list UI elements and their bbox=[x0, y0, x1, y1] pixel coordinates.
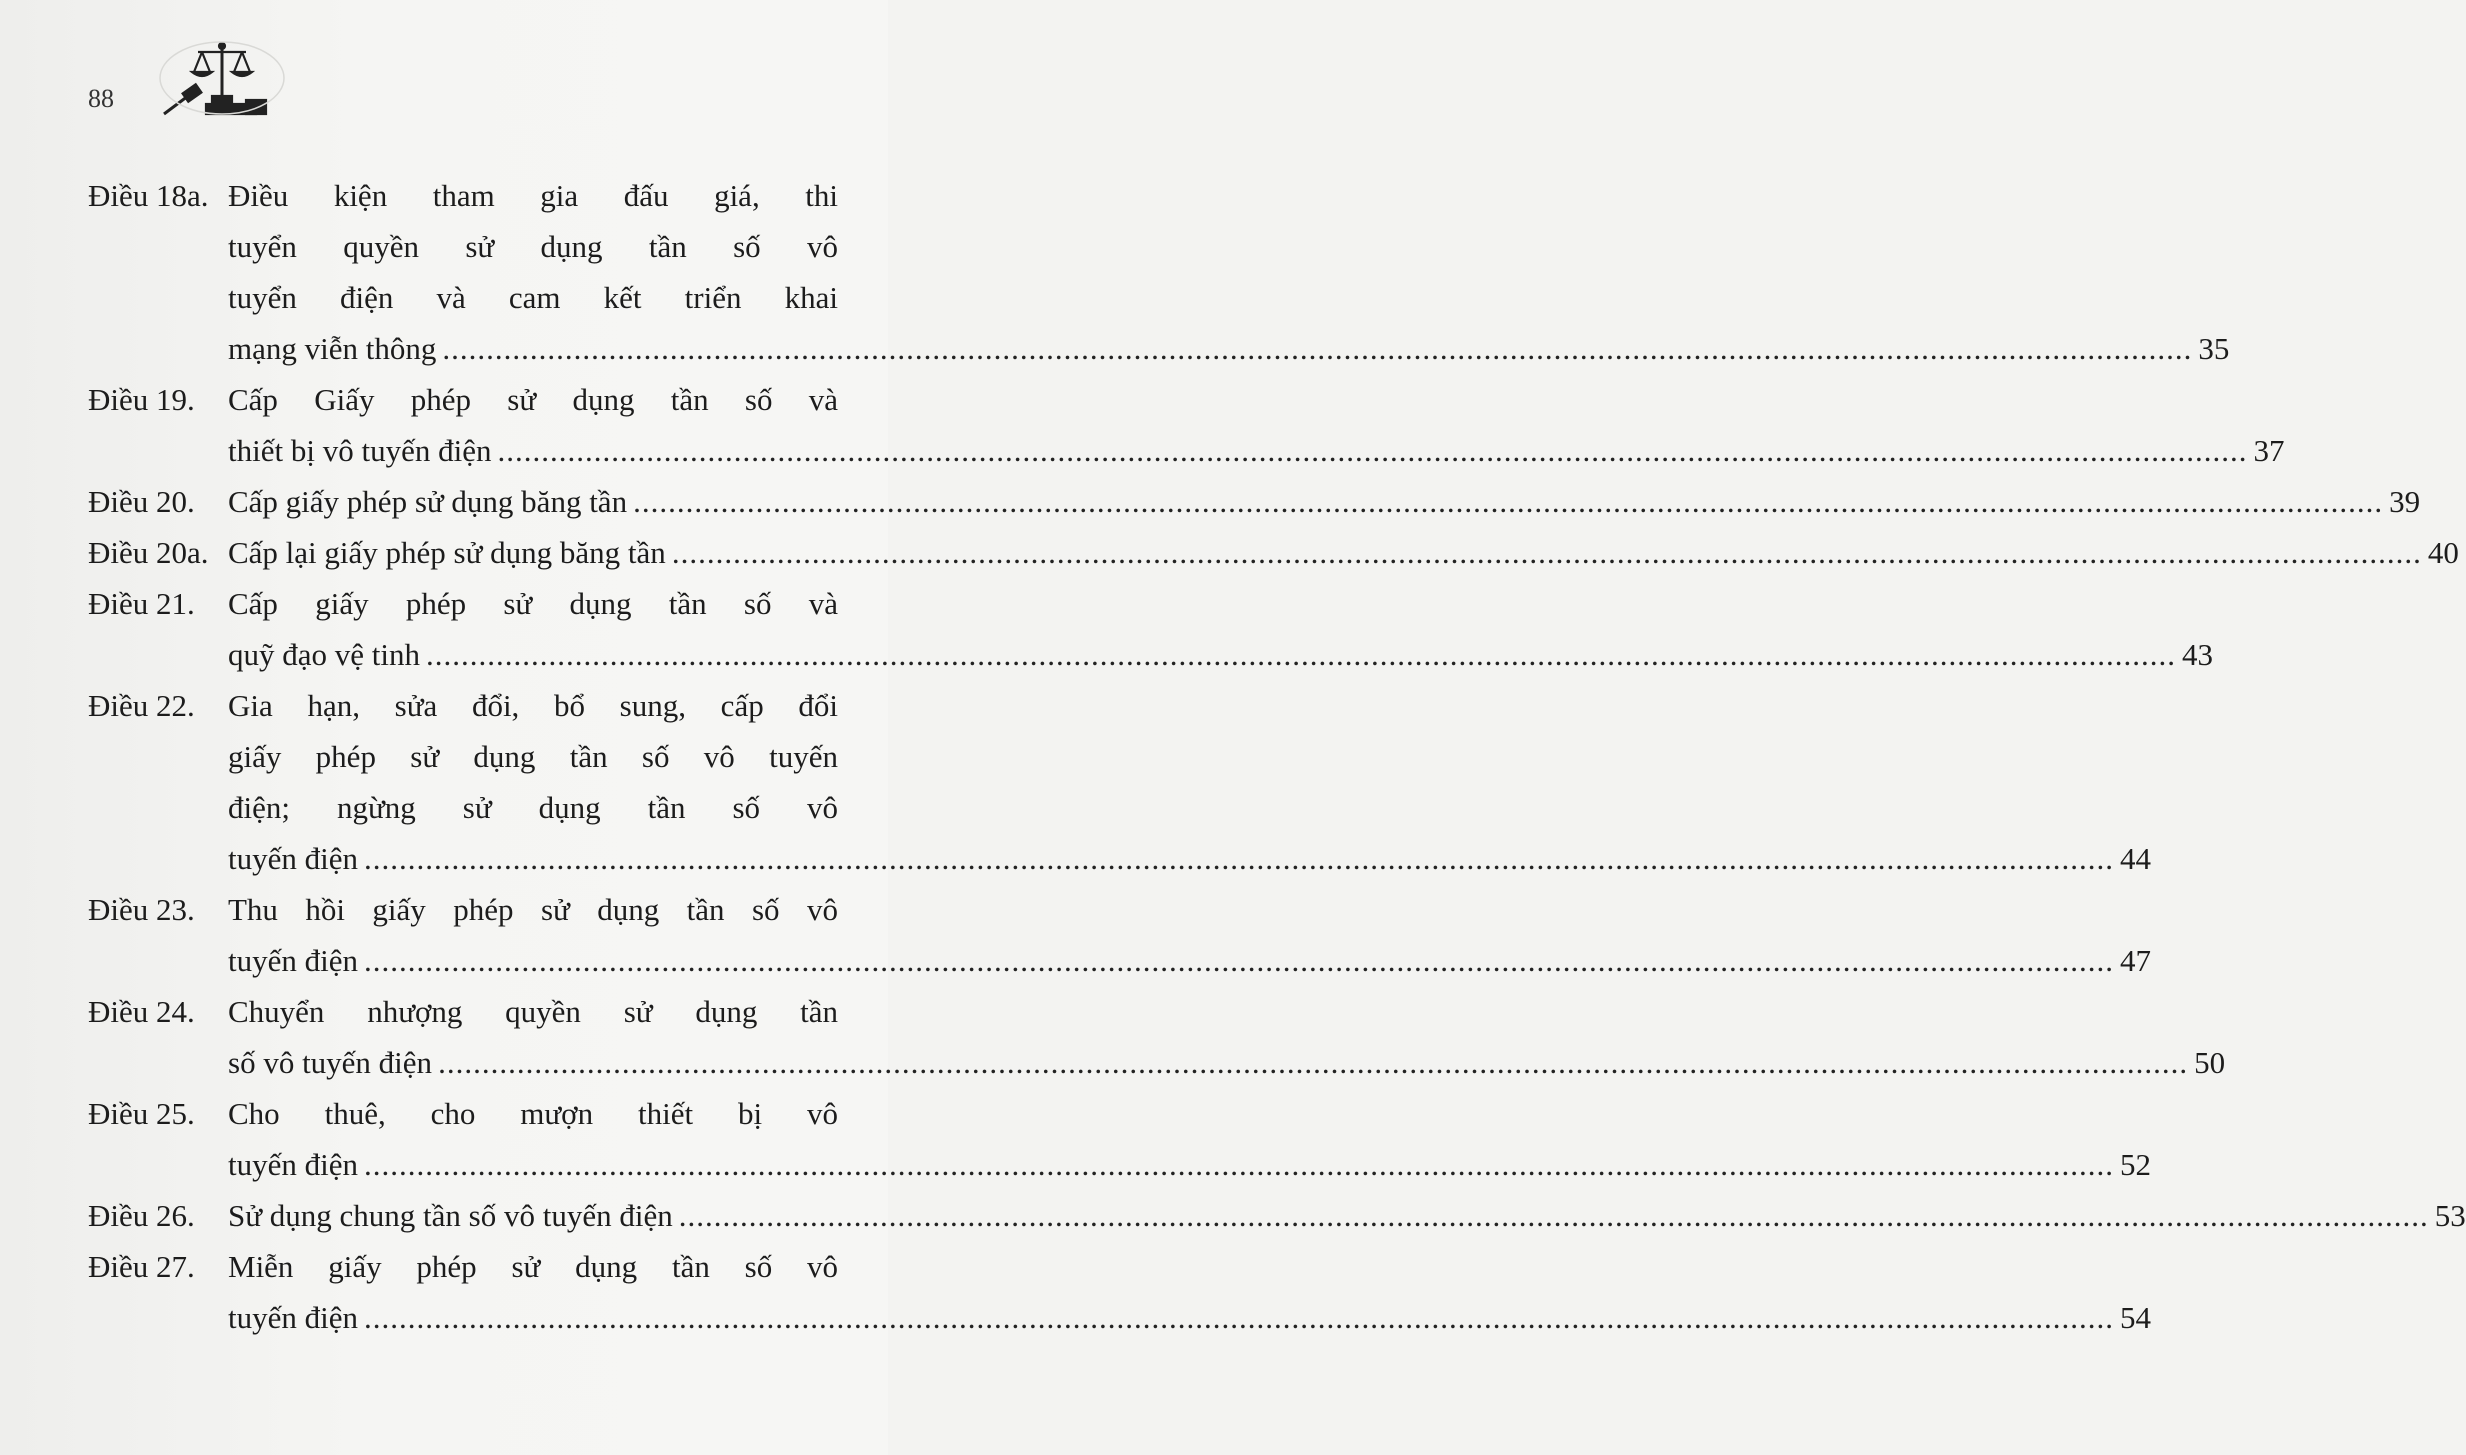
toc-line bbox=[88, 833, 2151, 884]
toc-page-number: 52 bbox=[2120, 1147, 2151, 1182]
toc-entry-label: Điều 24. bbox=[88, 994, 195, 1029]
toc-entry-text: Thu hồi giấy phép sử dụng tần số vô bbox=[228, 892, 838, 927]
toc-entry-text: tuyến điện bbox=[228, 943, 358, 978]
dot-leader: ........................................................................................................................................................................................................ bbox=[364, 943, 2114, 978]
toc-page-number: 37 bbox=[2253, 433, 2285, 468]
toc-entry-text: Cấp Giấy phép sử dụng tần số và bbox=[228, 382, 838, 417]
toc-entry-text: Điều kiện tham gia đấu giá, thi bbox=[228, 178, 838, 213]
toc-line bbox=[88, 170, 838, 221]
toc-entry-text: Chuyển nhượng quyền sử dụng tần bbox=[228, 994, 838, 1029]
dot-leader: ........................................................................................................................................................................................................ bbox=[497, 433, 2248, 468]
toc-entry bbox=[88, 1088, 2151, 1190]
toc-line bbox=[88, 986, 838, 1037]
toc-entry-text: Miễn giấy phép sử dụng tần số vô bbox=[228, 1249, 838, 1284]
toc-entry-text: điện; ngừng sử dụng tần số vô bbox=[228, 790, 838, 825]
toc-entry-text: tuyển điện và cam kết triển khai bbox=[228, 280, 838, 315]
toc-line bbox=[88, 1139, 2151, 1190]
toc-page-number: 53 bbox=[2434, 1198, 2466, 1233]
toc-entry bbox=[88, 374, 2285, 476]
toc-line bbox=[88, 221, 838, 272]
toc-entry-label: Điều 26. bbox=[88, 1198, 195, 1233]
toc-line bbox=[88, 578, 838, 629]
toc-line bbox=[88, 374, 838, 425]
toc-entry-label: Điều 20. bbox=[88, 484, 195, 519]
toc-entry-text: Cấp giấy phép sử dụng tần số và bbox=[228, 586, 838, 621]
toc-entry-label: Điều 25. bbox=[88, 1096, 195, 1131]
toc-line bbox=[88, 731, 838, 782]
toc-page-number: 44 bbox=[2120, 841, 2151, 876]
toc-entry-text: Cho thuê, cho mượn thiết bị vô bbox=[228, 1096, 838, 1131]
dot-leader: ........................................................................................................................................................................................................ bbox=[364, 1300, 2114, 1335]
toc-entry-text: Sử dụng chung tần số vô tuyến điện bbox=[228, 1198, 673, 1233]
dot-leader: ........................................................................................................................................................................................................ bbox=[671, 535, 2422, 570]
dot-leader: ........................................................................................................................................................................................................ bbox=[426, 637, 2176, 672]
toc-line bbox=[88, 527, 2459, 578]
toc-line bbox=[88, 1190, 2466, 1241]
dot-leader: ........................................................................................................................................................................................................ bbox=[438, 1045, 2189, 1080]
toc-entry-text: thiết bị vô tuyến điện bbox=[228, 433, 492, 468]
dot-leader: ........................................................................................................................................................................................................ bbox=[364, 1147, 2114, 1182]
toc-entry-label: Điều 19. bbox=[88, 382, 195, 417]
toc-entry-label: Điều 20a. bbox=[88, 535, 209, 570]
toc-entry-text: tuyến điện bbox=[228, 841, 358, 876]
page-number: 88 bbox=[88, 84, 114, 113]
toc-entry-text: tuyến điện bbox=[228, 1147, 358, 1182]
toc-entry bbox=[88, 170, 2230, 374]
toc-page-number: 43 bbox=[2182, 637, 2213, 672]
toc-entry-label: Điều 27. bbox=[88, 1249, 195, 1284]
toc-entry bbox=[88, 986, 2226, 1088]
toc-entry bbox=[88, 527, 2459, 578]
dot-leader: ........................................................................................................................................................................................................ bbox=[633, 484, 2384, 519]
toc-line bbox=[88, 680, 838, 731]
toc-line bbox=[88, 629, 2213, 680]
toc-line bbox=[88, 884, 838, 935]
toc-entry-text: giấy phép sử dụng tần số vô tuyến bbox=[228, 739, 838, 774]
scales-of-justice-icon bbox=[150, 38, 280, 118]
toc-line bbox=[88, 1088, 838, 1139]
toc-entry-label: Điều 21. bbox=[88, 586, 195, 621]
toc-entry-label: Điều 22. bbox=[88, 688, 195, 723]
toc-entry-text: số vô tuyến điện bbox=[228, 1045, 433, 1080]
table-of-contents bbox=[88, 170, 2466, 1343]
toc-page-number: 35 bbox=[2198, 331, 2230, 366]
toc-page-number: 47 bbox=[2120, 943, 2151, 978]
toc-entry-text: quỹ đạo vệ tinh bbox=[228, 637, 420, 672]
toc-line bbox=[88, 1037, 2226, 1088]
toc-entry-text: Cấp giấy phép sử dụng băng tần bbox=[228, 484, 628, 519]
toc-entry bbox=[88, 680, 2151, 884]
toc-entry-text: tuyến điện bbox=[228, 1300, 358, 1335]
toc-entry bbox=[88, 884, 2151, 986]
toc-page-number: 50 bbox=[2194, 1045, 2226, 1080]
toc-page-number: 54 bbox=[2120, 1300, 2151, 1335]
toc-entry-text: Gia hạn, sửa đổi, bổ sung, cấp đổi bbox=[228, 688, 838, 723]
toc-entry-text: mạng viễn thông bbox=[228, 331, 437, 366]
toc-entry-label: Điều 18a. bbox=[88, 178, 209, 213]
toc-entry-text: tuyển quyền sử dụng tần số vô bbox=[228, 229, 838, 264]
toc-line bbox=[88, 476, 2421, 527]
dot-leader: ........................................................................................................................................................................................................ bbox=[678, 1198, 2429, 1233]
dot-leader: ........................................................................................................................................................................................................ bbox=[364, 841, 2114, 876]
toc-line bbox=[88, 272, 838, 323]
toc-entry bbox=[88, 1190, 2466, 1241]
toc-line bbox=[88, 323, 2230, 374]
toc-line bbox=[88, 1292, 2151, 1343]
toc-entry bbox=[88, 578, 2213, 680]
toc-page-number: 39 bbox=[2389, 484, 2421, 519]
toc-entry bbox=[88, 476, 2421, 527]
toc-page-number: 40 bbox=[2427, 535, 2459, 570]
toc-line bbox=[88, 1241, 838, 1292]
toc-line bbox=[88, 782, 838, 833]
toc-line bbox=[88, 425, 2285, 476]
toc-entry-label: Điều 23. bbox=[88, 892, 195, 927]
toc-entry bbox=[88, 1241, 2151, 1343]
toc-entry-text: Cấp lại giấy phép sử dụng băng tần bbox=[228, 535, 666, 570]
toc-line bbox=[88, 935, 2151, 986]
dot-leader: ........................................................................................................................................................................................................ bbox=[442, 331, 2193, 366]
